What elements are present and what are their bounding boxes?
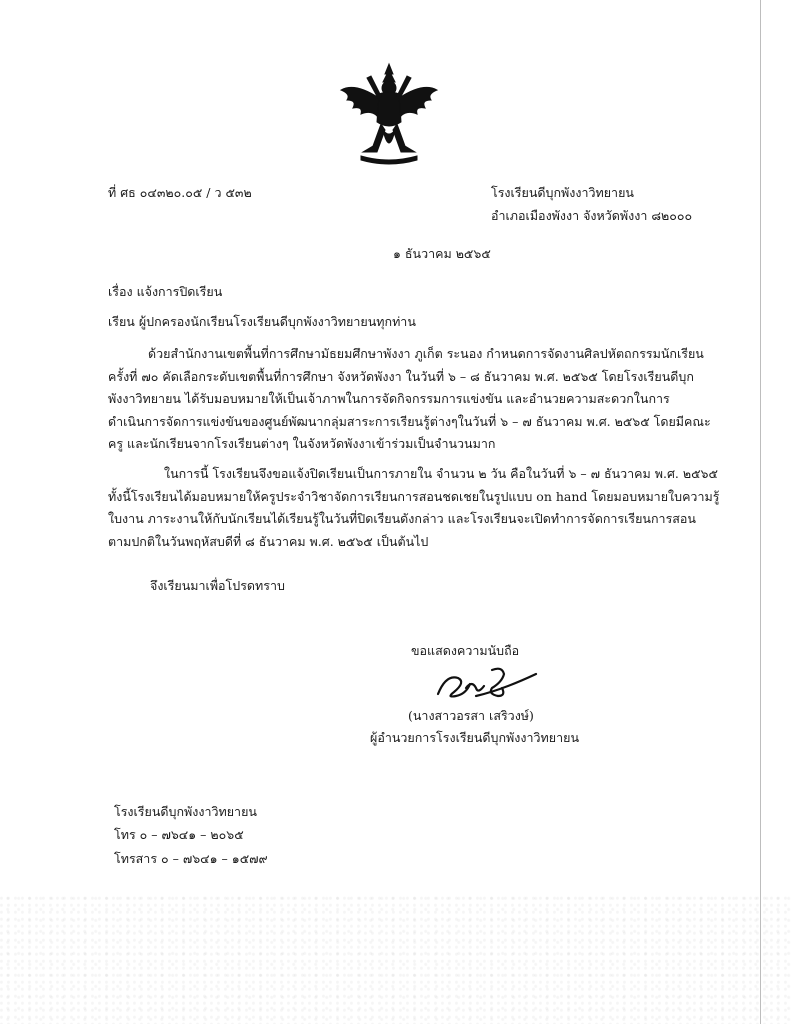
paragraph-line: ตามปกติในวันพฤหัสบดีที่ ๘ ธันวาคม พ.ศ. ๒๕๖๕ เป็นต้นไป (108, 533, 429, 549)
paragraph-line: ครู และนักเรียนจากโรงเรียนต่างๆ ในจังหวัดพังงาเข้าร่วมเป็นจำนวนมาก (108, 436, 496, 451)
paragraph-line: ในการนี้ โรงเรียนจึงขอแจ้งปิดเรียนเป็นการภายใน จำนวน ๒ วัน คือในวันที่ ๖ – ๗ ธันวาคม พ.ศ. ๒๕๖๕ (164, 466, 718, 481)
school-name: โรงเรียนดีบุกพังงาวิทยายน (491, 185, 634, 200)
addressee-line: เรียน ผู้ปกครองนักเรียนโรงเรียนดีบุกพังงาวิทยายนทุกท่าน (108, 314, 416, 329)
reference-number: ที่ ศธ ๐๔๓๒๐.๐๕ / ว ๕๓๒ (108, 185, 252, 200)
paragraph-line: ดำเนินการจัดการแข่งขันของศูนย์พัฒนากลุ่มสาระการเรียนรู้ต่างๆในวันที่ ๖ – ๗ ธันวาคม พ.ศ. ๒๕๖๕ โดยมีคณะ (108, 413, 711, 429)
garuda-emblem-icon (333, 60, 445, 172)
scan-noise (0, 894, 791, 1024)
closing-request: จึงเรียนมาเพื่อโปรดทราบ (150, 578, 285, 593)
body-paragraph-2 (108, 463, 719, 553)
regards-line: ขอแสดงความนับถือ (411, 643, 520, 658)
signature-icon (432, 660, 542, 708)
signer-name: (นางสาวอรสา เสริวงษ์) (408, 708, 534, 723)
paragraph-line: ด้วยสำนักงานเขตพื้นที่การศึกษามัธยมศึกษาพังงา ภูเก็ต ระนอง กำหนดการจัดงานศิลปหัตถกรรมนักเรียน (148, 346, 704, 361)
paragraph-line: ทั้งนี้โรงเรียนได้มอบหมายให้ครูประจำวิชาจัดการเรียนการสอนชดเชยในรูปแบบ on hand โดยมอบหมายใบความรู้ (108, 488, 720, 504)
subject-line: เรื่อง แจ้งการปิดเรียน (108, 284, 223, 299)
signer-title: ผู้อำนวยการโรงเรียนดีบุกพังงาวิทยายน (370, 730, 579, 745)
school-address: อำเภอเมืองพังงา จังหวัดพังงา ๘๒๐๐๐ (491, 208, 693, 223)
body-paragraph-1 (108, 343, 711, 456)
paragraph-line: ใบงาน ภาระงานให้กับนักเรียนได้เรียนรู้ในวันที่ปิดเรียนดังกล่าว และโรงเรียนจะเปิดทำการจัดการเรียนการสอน (108, 511, 696, 526)
page-edge (760, 0, 761, 1024)
footer-fax: โทรสาร ๐ – ๗๖๔๑ – ๑๕๗๙ (114, 851, 268, 866)
paragraph-line: พังงาวิทยายน ได้รับมอบหมายให้เป็นเจ้าภาพในการจัดกิจกรรมการแข่งขัน และอำนวยความสะดวกในการ (108, 391, 670, 406)
paragraph-line: ครั้งที่ ๗๐ คัดเลือกระดับเขตพื้นที่การศึกษา จังหวัดพังงา ในวันที่ ๖ – ๘ ธันวาคม พ.ศ. ๒๕๖๕ โดยโรงเรียนดีบุก (108, 368, 694, 384)
footer-telephone: โทร ๐ – ๗๖๔๑ – ๒๐๖๕ (114, 827, 244, 842)
letter-date: ๑ ธันวาคม ๒๕๖๕ (393, 246, 491, 261)
footer-school: โรงเรียนดีบุกพังงาวิทยายน (114, 804, 257, 819)
